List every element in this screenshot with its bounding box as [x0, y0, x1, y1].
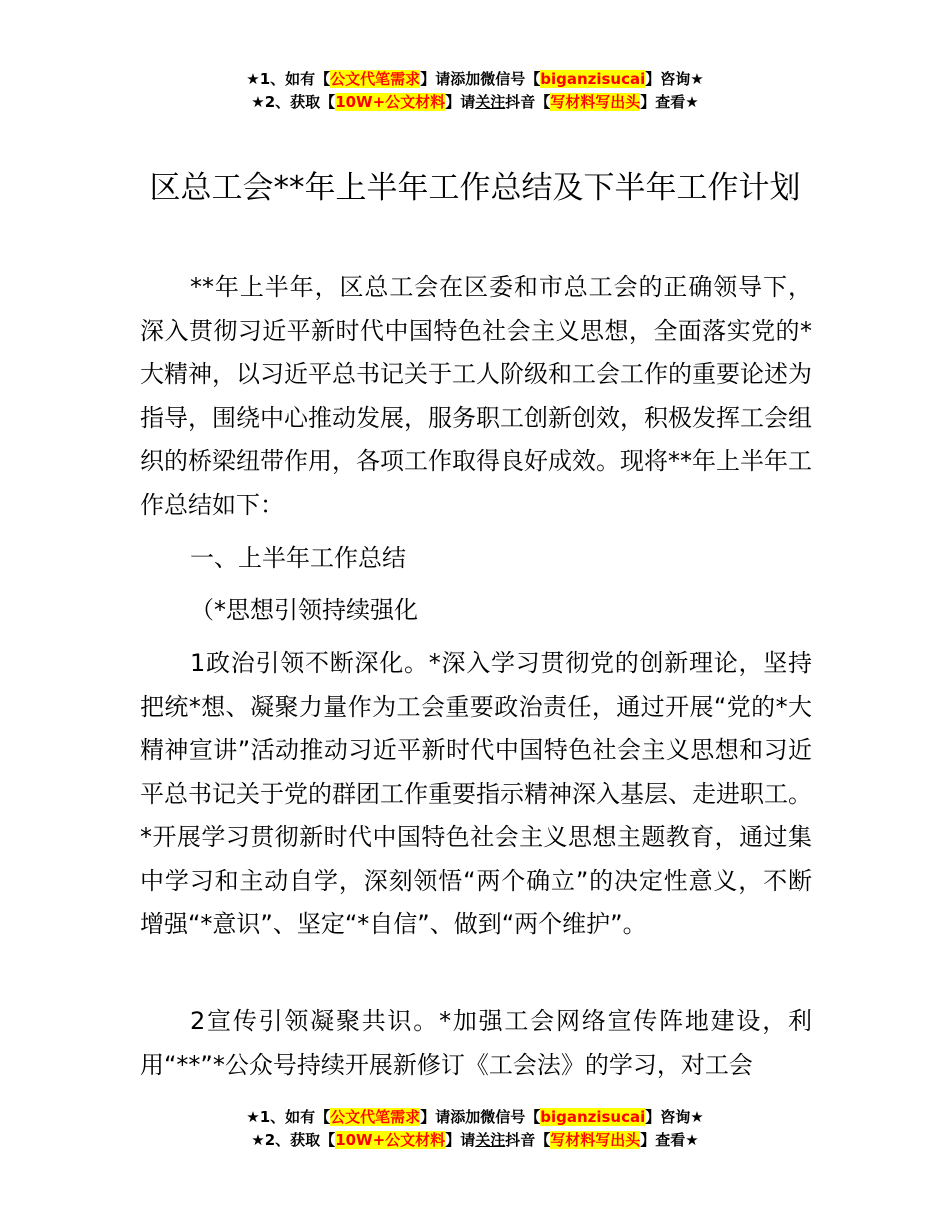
highlight-text: 10W+公文材料: [335, 1131, 446, 1149]
highlight-text: 写材料写出头: [550, 1131, 641, 1149]
highlight-text: 公文代笔需求: [330, 1108, 421, 1126]
ad-line-1: ★1、如有【公文代笔需求】请添加微信号【biganzisucai】咨询★: [246, 70, 704, 88]
top-ad-banner: [0, 68, 950, 114]
ad-line-2: ★2、获取【10W+公文材料】请关注抖音【写材料写出头】查看★: [251, 1131, 699, 1149]
document-title: 区总工会**年上半年工作总结及下半年工作计划: [149, 170, 801, 206]
highlight-text: 公文代笔需求: [330, 70, 421, 88]
bottom-ad-banner: [0, 1106, 950, 1152]
underlined-text: 关注: [475, 1131, 506, 1149]
section-heading: 一、上半年工作总结: [190, 544, 406, 572]
wechat-id: biganzisucai: [540, 1108, 646, 1126]
underlined-text: 关注: [475, 93, 506, 111]
highlight-text: 写材料写出头: [550, 93, 641, 111]
subsection-heading: （*思想引领持续强化: [190, 596, 418, 624]
ad-line-1: ★1、如有【公文代笔需求】请添加微信号【biganzisucai】咨询★: [246, 1108, 704, 1126]
body-paragraph-1: 1政治引领不断深化。*深入学习贯彻党的创新理论，坚持把统*想、凝聚力量作为工会重要政治责任，通过开展“党的*大精神宣讲”活动推动习近平新时代中国特色社会主义思想和习近平总书记关于党的群团工作重要指示精神深入基层、走进职工。*开展学习贯彻新时代中国特色社会主义思想主题教育，通过集中学习和主动自学，深刻领悟“两个确立”的决定性意义，不断增强“*意识”、坚定“*自信”、做到“两个维护”。: [140, 649, 812, 938]
highlight-text: 10W+公文材料: [335, 93, 446, 111]
intro-paragraph: **年上半年，区总工会在区委和市总工会的正确领导下，深入贯彻习近平新时代中国特色社会主义思想，全面落实党的*大精神，以习近平总书记关于工人阶级和工会工作的重要论述为指导，围绕中心推动发展，服务职工创新创效，积极发挥工会组织的桥梁纽带作用，各项工作取得良好成效。现将**年上半年工作总结如下：: [140, 273, 812, 519]
wechat-id: biganzisucai: [540, 70, 646, 88]
body-paragraph-2: 2宣传引领凝聚共识。*加强工会网络宣传阵地建设，利用“**”*公众号持续开展新修订《工会法》的学习，对工会: [140, 1007, 812, 1079]
ad-line-2: ★2、获取【10W+公文材料】请关注抖音【写材料写出头】查看★: [251, 93, 699, 111]
